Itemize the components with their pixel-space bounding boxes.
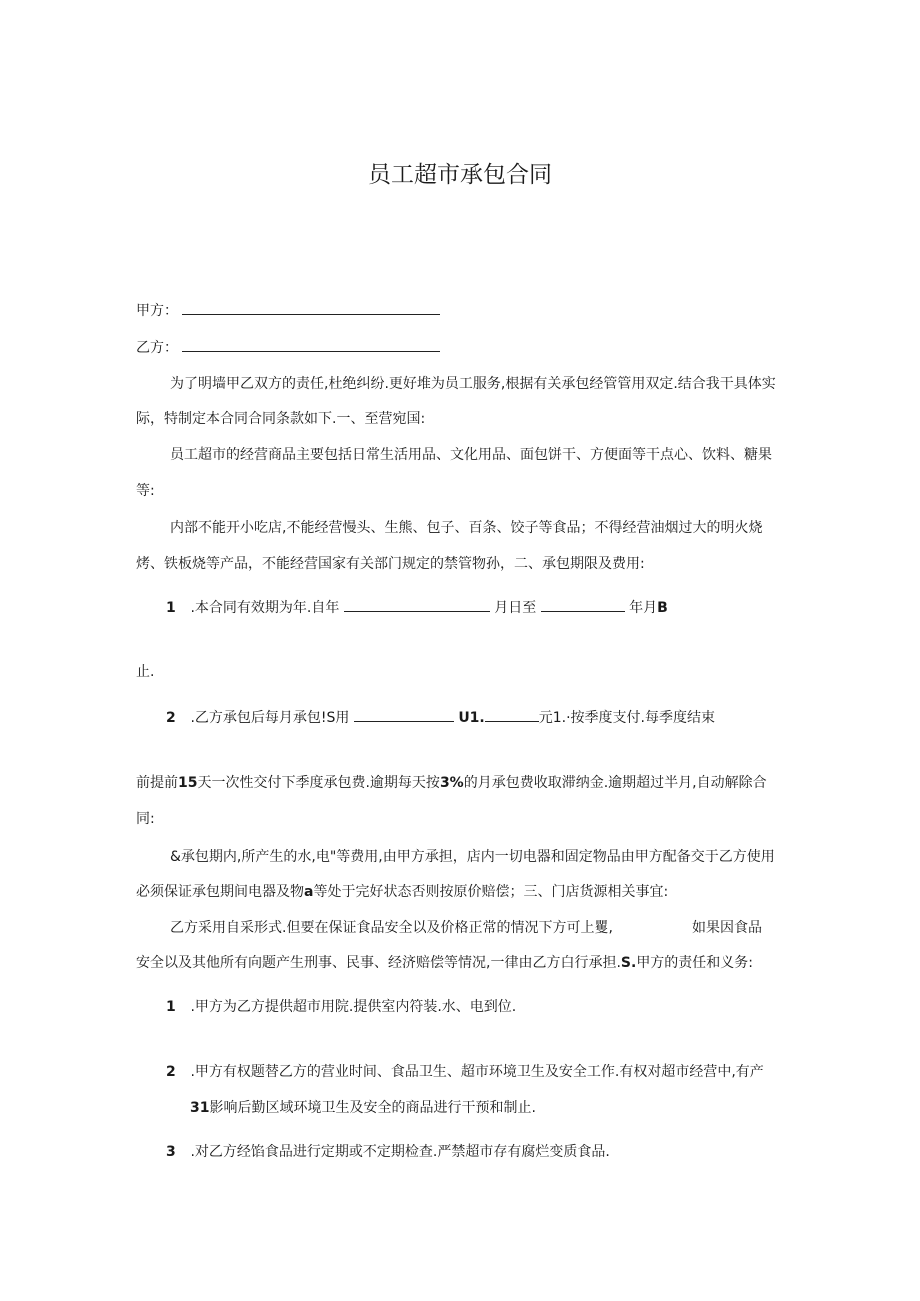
duty-3-text: .对乙方经馅食品进行定期或不定期检查.严禁超市存有腐烂变质食品. <box>190 1144 610 1160</box>
party-b-line <box>136 337 440 358</box>
clause-1-tail: 止. <box>136 664 155 680</box>
paragraph-5-line-1: &承包期内,所产生的水,电"等费用,由甲方承担，店内一切电器和固定物品由甲方配备交于乙方使用 <box>170 849 775 865</box>
paragraph-4-seg-a: 前提前 <box>136 775 178 791</box>
paragraph-5-seg-c: 等处于完好状态否则按原价赔偿；三、门店货源相关事宜: <box>313 884 669 900</box>
clause-2-text-b: U1. <box>458 710 485 726</box>
page-title: 员工超市承包合同 <box>368 162 552 188</box>
duty-1-number: 1 <box>166 999 176 1015</box>
duty-1-text: .甲方为乙方提供超市用院.提供室内符装.水、电到位. <box>190 999 517 1015</box>
clause-1-text-b: 月日至 <box>494 600 537 616</box>
clause-2-blank-1 <box>354 707 454 722</box>
paragraph-4-line-1 <box>136 773 767 793</box>
clause-2-blank-2 <box>485 707 539 722</box>
duty-2-seg-a: 31 <box>190 1100 210 1116</box>
paragraph-2-line-1: 员工超市的经营商品主要包括日常生活用品、文化用品、面包饼干、方便面等干点心、饮料、糖果 <box>170 447 772 463</box>
paragraph-4-seg-e: 的月承包费收取滞纳金.逾期超过半月,自动解除合 <box>463 775 767 791</box>
clause-2-text-a: .乙方承包后每月承包!S用 <box>190 710 350 726</box>
paragraph-3-line-2: 烤、铁板烧等产品，不能经营国家有关部门规定的禁管物孙，二、承包期限及费用: <box>136 556 645 572</box>
clause-1-blank-1 <box>344 597 490 612</box>
paragraph-1-line-1: 为了明墙甲乙双方的责任,杜绝纠纷.更好堆为员工服务,根据有关承包经管管用双定.结合我干具体实 <box>170 376 776 392</box>
paragraph-2-line-2: 等: <box>136 483 155 499</box>
paragraph-3-line-1: 内部不能开小吃店,不能经营慢头、生熊、包子、百条、饺子等食品；不得经营油烟过大的明火烧 <box>170 520 763 536</box>
party-a-label: 甲方： <box>136 303 178 319</box>
clause-2-number: 2 <box>166 710 176 726</box>
clause-1-text-c: 年月 <box>629 600 658 616</box>
party-b-blank <box>182 337 440 352</box>
paragraph-5-line-2 <box>136 882 668 902</box>
clause-2-line <box>166 707 715 728</box>
party-a-blank <box>182 300 440 315</box>
paragraph-1-line-2: 际，特制定本合同合同条款如下.一、至营宛国: <box>136 411 426 427</box>
clause-1-text-a: .本合同有效期为年.自年 <box>190 600 340 616</box>
clause-1-line <box>166 597 668 618</box>
paragraph-6-line-1b: 如果因食品 <box>692 920 762 936</box>
duty-2-number: 2 <box>166 1064 176 1080</box>
duty-3-line <box>166 1142 610 1162</box>
paragraph-4-seg-b: 15 <box>178 775 198 791</box>
paragraph-4-seg-c: 天一次性交付下季度承包费.逾期每天按 <box>197 775 440 791</box>
paragraph-6-seg-c: 甲方的责任和义务: <box>636 955 754 971</box>
paragraph-6-line-1a: 乙方采用自采形式.但要在保证食品安全以及价格正常的情况下方可上矍, <box>170 920 613 936</box>
paragraph-6-seg-b: S. <box>620 955 637 971</box>
clause-2-text-c: 元1.·按季度支付.每季度结束 <box>538 710 716 726</box>
paragraph-4-seg-d: 3% <box>439 775 464 791</box>
duty-2-text: .甲方有权题替乙方的营业时间、食品卫生、超市环境卫生及安全工作.有权对超市经营中,有产 <box>190 1064 764 1080</box>
duty-2-line-1 <box>166 1062 764 1082</box>
paragraph-6-seg-a: 安全以及其他所有向题产生刑事、民事、经济赔偿等情况,一律由乙方白行承担. <box>136 955 621 971</box>
paragraph-6-line-2 <box>136 953 753 973</box>
party-b-label: 乙方： <box>136 340 178 356</box>
clause-1-text-d: B <box>657 600 668 616</box>
paragraph-5-seg-a: 必须保证承包期间电器及物 <box>136 884 304 900</box>
clause-1-blank-2 <box>541 597 625 612</box>
clause-1-number: 1 <box>166 600 176 616</box>
paragraph-5-seg-b: a <box>304 884 314 900</box>
party-a-line <box>136 300 440 321</box>
duty-3-number: 3 <box>166 1144 176 1160</box>
duty-2-line-2 <box>190 1098 536 1118</box>
duty-2-seg-b: 影响后勤区域环境卫生及安全的商品进行干预和制止. <box>209 1100 536 1116</box>
paragraph-4-line-2: 同: <box>136 811 155 827</box>
duty-1-line <box>166 997 516 1017</box>
